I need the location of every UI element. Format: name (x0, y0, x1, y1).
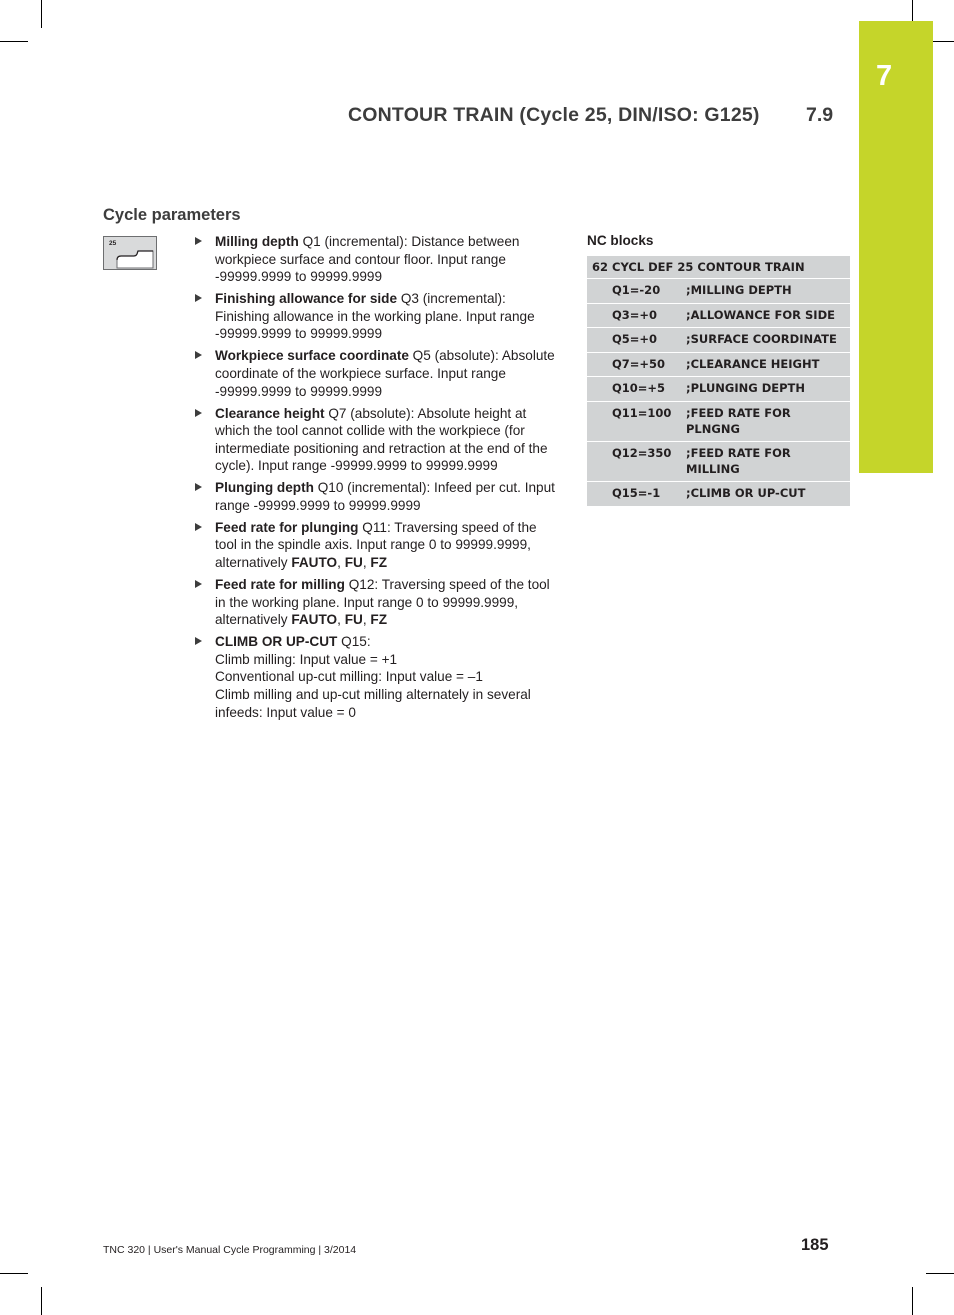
nc-comment: ;CLEARANCE HEIGHT (686, 353, 850, 378)
triangle-bullet-icon (195, 409, 202, 417)
nc-parameter: Q12=350 (587, 442, 686, 482)
triangle-bullet-icon (195, 237, 202, 245)
nc-row (587, 402, 850, 442)
feed-option: FZ (370, 612, 387, 628)
chapter-number: 7 (876, 60, 893, 92)
parameter-item (195, 347, 560, 400)
parameter-value-line: Climb milling and up-cut milling alternately in several infeeds: Input value = 0 (215, 686, 531, 720)
feed-option: FAUTO (291, 612, 338, 628)
parameter-item (195, 633, 560, 721)
parameter-name: Plunging depth (215, 480, 314, 496)
running-header-section: 7.9 (806, 104, 834, 126)
parameter-name: Milling depth (215, 234, 299, 249)
parameter-name: Workpiece surface coordinate (215, 348, 409, 364)
parameter-description: Q1 (incremental): Distance between workpiece surface and contour floor. Input range -99999.9999 to 99999.9999 (215, 234, 520, 285)
parameter-description: Q15: (337, 634, 371, 650)
nc-comment: ;FEED RATE FOR MILLING (686, 442, 850, 482)
parameter-name: Clearance height (215, 405, 325, 421)
parameter-value-line: Climb milling: Input value = +1 (215, 651, 398, 667)
feed-option: FU (344, 555, 363, 571)
nc-blocks-title: NC blocks (587, 233, 654, 248)
crop-mark (926, 1273, 954, 1274)
section-title: Cycle parameters (103, 206, 241, 224)
nc-header-row: 62 CYCL DEF 25 CONTOUR TRAIN (587, 256, 850, 279)
triangle-bullet-icon (195, 637, 202, 645)
nc-comment: ;ALLOWANCE FOR SIDE (686, 304, 850, 329)
nc-parameter: Q15=-1 (587, 482, 686, 507)
nc-comment: ;SURFACE COORDINATE (686, 328, 850, 353)
crop-mark (41, 0, 42, 28)
parameter-description: Q7 (absolute): Absolute height at which the tool cannot collide with the workpiece (for intermediate positioning and retraction at the end of the cycle). Input range -99999.9999 to 99999.9999 (215, 405, 548, 474)
parameter-description: Q5 (absolute): Absolute coordinate of the workpiece surface. Input range -99999.9999 to 99999.9999 (215, 348, 555, 399)
parameter-description: Q10 (incremental): Infeed per cut. Input range -99999.9999 to 99999.9999 (215, 480, 555, 513)
nc-parameter: Q1=-20 (587, 279, 686, 304)
nc-parameter: Q10=+5 (587, 377, 686, 402)
feed-option: FAUTO (291, 555, 338, 571)
parameter-item (195, 405, 560, 475)
nc-comment: ;MILLING DEPTH (686, 279, 850, 304)
crop-mark (0, 1273, 28, 1274)
nc-comment: ;PLUNGING DEPTH (686, 377, 850, 402)
parameter-description: Q11: Traversing speed of the tool in the spindle axis. Input range 0 to 99999.9999, alternatively (215, 519, 537, 571)
nc-comment: ;FEED RATE FOR PLNGNG (686, 402, 850, 442)
nc-row (587, 442, 850, 482)
crop-mark (912, 1287, 913, 1315)
contour-train-icon (104, 237, 158, 271)
nc-row (587, 304, 850, 329)
parameter-item: Feed rate for milling Q12: Traversing speed of the tool in the working plane. Input range 0 to 99999.9999, alternatively FAUTO, FU, FZ (195, 576, 560, 629)
softkey-label: 25 (109, 240, 117, 247)
feed-option: FU (344, 612, 363, 628)
triangle-bullet-icon (195, 580, 202, 588)
parameter-name: Feed rate for milling (215, 577, 345, 593)
triangle-bullet-icon (195, 351, 202, 359)
nc-parameter: Q11=100 (587, 402, 686, 442)
triangle-bullet-icon (195, 483, 202, 491)
softkey-image (103, 236, 157, 270)
parameter-name: Finishing allowance for side (215, 291, 398, 307)
nc-parameter: Q3=+0 (587, 304, 686, 329)
chapter-tab (859, 21, 933, 473)
parameter-name: CLIMB OR UP-CUT (215, 634, 338, 650)
parameter-item (195, 479, 560, 514)
footer-text: TNC 320 | User's Manual Cycle Programming | 3/2014 (103, 1244, 357, 1256)
nc-row (587, 353, 850, 378)
nc-row (587, 377, 850, 402)
parameter-value-line: Conventional up-cut milling: Input value = –1 (215, 669, 483, 685)
nc-blocks-table (587, 256, 850, 507)
nc-parameter: Q7=+50 (587, 353, 686, 378)
parameter-description: Q3 (incremental): Finishing allowance in the working plane. Input range -99999.9999 to 99999.9999 (215, 291, 535, 342)
page-number: 185 (801, 1236, 829, 1254)
crop-mark (41, 1287, 42, 1315)
parameter-description: Q12: Traversing speed of the tool in the working plane. Input range 0 to 99999.9999, alternatively (215, 577, 550, 628)
nc-row (587, 279, 850, 304)
feed-option: FZ (370, 555, 387, 571)
parameter-item (195, 233, 560, 286)
nc-row (587, 482, 850, 507)
triangle-bullet-icon (195, 523, 202, 531)
running-header-title: CONTOUR TRAIN (Cycle 25, DIN/ISO: G125) (348, 104, 760, 126)
triangle-bullet-icon (195, 294, 202, 302)
crop-mark (0, 41, 28, 42)
parameter-name: Feed rate for plunging (215, 519, 359, 535)
parameter-list (195, 233, 560, 726)
nc-comment: ;CLIMB OR UP-CUT (686, 482, 850, 507)
parameter-item: Feed rate for plunging Q11: Traversing speed of the tool in the spindle axis. Input range 0 to 99999.9999, alternatively FAUTO, FU, FZ (195, 519, 560, 572)
nc-parameter: Q5=+0 (587, 328, 686, 353)
nc-row (587, 328, 850, 353)
parameter-item (195, 290, 560, 343)
